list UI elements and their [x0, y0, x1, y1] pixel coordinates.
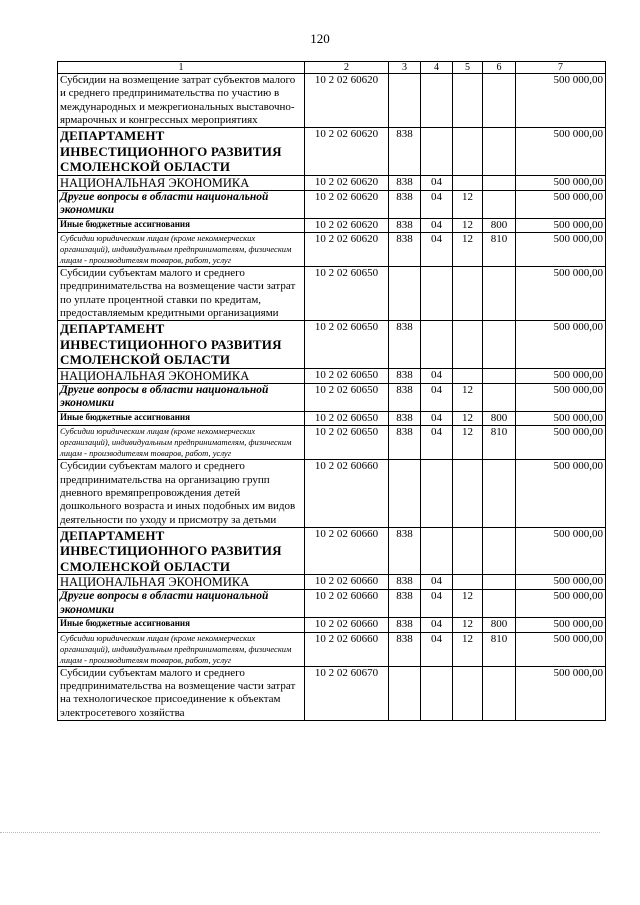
section-code [421, 321, 453, 369]
expense-type-code [483, 575, 516, 590]
section-code: 04 [421, 368, 453, 383]
column-number: 1 [58, 62, 305, 74]
expense-type-code [483, 590, 516, 618]
table-row [58, 267, 606, 321]
table-row [58, 190, 606, 218]
table-row [58, 426, 606, 460]
section-code [421, 128, 453, 176]
table-row [58, 233, 606, 267]
section-code: 04 [421, 190, 453, 218]
row-name: Другие вопросы в области национальной экономики [58, 190, 305, 218]
row-name: НАЦИОНАЛЬНАЯ ЭКОНОМИКА [58, 368, 305, 383]
amount: 500 000,00 [516, 666, 606, 720]
row-name: ДЕПАРТАМЕНТ ИНВЕСТИЦИОННОГО РАЗВИТИЯ СМОЛЕНСКОЙ ОБЛАСТИ [58, 128, 305, 176]
subsection-code [453, 368, 483, 383]
expense-type-code [483, 321, 516, 369]
department-code: 838 [389, 190, 421, 218]
row-name: Иные бюджетные ассигнования [58, 411, 305, 426]
section-code: 04 [421, 411, 453, 426]
table-row [58, 632, 606, 666]
amount: 500 000,00 [516, 426, 606, 460]
department-code [389, 267, 421, 321]
expense-type-code [483, 128, 516, 176]
row-name: Другие вопросы в области национальной экономики [58, 383, 305, 411]
subsection-code: 12 [453, 383, 483, 411]
department-code: 838 [389, 590, 421, 618]
amount: 500 000,00 [516, 218, 606, 233]
table-row [58, 368, 606, 383]
row-name: Субсидии на возмещение затрат субъектов малого и среднего предпринимательства по участию в международных и межрегиональных выставочно-ярмарочных и конгрессных мероприятиях [58, 74, 305, 128]
amount: 500 000,00 [516, 74, 606, 128]
department-code: 838 [389, 618, 421, 633]
target-article-code: 10 2 02 60650 [305, 383, 389, 411]
department-code: 838 [389, 632, 421, 666]
department-code: 838 [389, 383, 421, 411]
target-article-code: 10 2 02 60660 [305, 618, 389, 633]
table-row [58, 618, 606, 633]
target-article-code: 10 2 02 60620 [305, 175, 389, 190]
table-row [58, 175, 606, 190]
subsection-code [453, 460, 483, 527]
department-code: 838 [389, 233, 421, 267]
table-row [58, 411, 606, 426]
amount: 500 000,00 [516, 175, 606, 190]
subsection-code [453, 575, 483, 590]
target-article-code: 10 2 02 60620 [305, 218, 389, 233]
department-code: 838 [389, 368, 421, 383]
amount: 500 000,00 [516, 590, 606, 618]
department-code: 838 [389, 527, 421, 575]
section-code: 04 [421, 383, 453, 411]
target-article-code: 10 2 02 60650 [305, 426, 389, 460]
department-code: 838 [389, 128, 421, 176]
table-row [58, 128, 606, 176]
row-name: Иные бюджетные ассигнования [58, 618, 305, 633]
row-name: Субсидии субъектам малого и среднего предпринимательства на возмещение части затрат на технологическое присоединение к объектам электросетевого хозяйства [58, 666, 305, 720]
target-article-code: 10 2 02 60620 [305, 233, 389, 267]
row-name: Субсидии юридическим лицам (кроме некоммерческих организаций), индивидуальным предпринимателям, физическим лицам - производителям товаров, работ, услуг [58, 632, 305, 666]
section-code [421, 267, 453, 321]
amount: 500 000,00 [516, 233, 606, 267]
department-code: 838 [389, 411, 421, 426]
subsection-code: 12 [453, 618, 483, 633]
subsection-code: 12 [453, 426, 483, 460]
budget-table [57, 61, 606, 721]
expense-type-code [483, 368, 516, 383]
section-code: 04 [421, 590, 453, 618]
expense-type-code: 800 [483, 411, 516, 426]
amount: 500 000,00 [516, 632, 606, 666]
expense-type-code: 810 [483, 233, 516, 267]
section-code: 04 [421, 632, 453, 666]
table-row [58, 383, 606, 411]
target-article-code: 10 2 02 60660 [305, 575, 389, 590]
amount: 500 000,00 [516, 368, 606, 383]
target-article-code: 10 2 02 60620 [305, 74, 389, 128]
department-code: 838 [389, 426, 421, 460]
section-code: 04 [421, 618, 453, 633]
row-name: Иные бюджетные ассигнования [58, 218, 305, 233]
target-article-code: 10 2 02 60670 [305, 666, 389, 720]
section-code [421, 74, 453, 128]
row-name: НАЦИОНАЛЬНАЯ ЭКОНОМИКА [58, 175, 305, 190]
expense-type-code [483, 175, 516, 190]
section-code: 04 [421, 426, 453, 460]
department-code: 838 [389, 575, 421, 590]
amount: 500 000,00 [516, 383, 606, 411]
target-article-code: 10 2 02 60650 [305, 411, 389, 426]
target-article-code: 10 2 02 60650 [305, 267, 389, 321]
table-row [58, 666, 606, 720]
amount: 500 000,00 [516, 618, 606, 633]
table-row [58, 575, 606, 590]
amount: 500 000,00 [516, 527, 606, 575]
expense-type-code: 810 [483, 426, 516, 460]
row-name: Субсидии юридическим лицам (кроме некоммерческих организаций), индивидуальным предпринимателям, физическим лицам - производителям товаров, работ, услуг [58, 426, 305, 460]
department-code [389, 74, 421, 128]
section-code: 04 [421, 233, 453, 267]
amount: 500 000,00 [516, 321, 606, 369]
row-name: НАЦИОНАЛЬНАЯ ЭКОНОМИКА [58, 575, 305, 590]
department-code: 838 [389, 175, 421, 190]
row-name: Субсидии юридическим лицам (кроме некоммерческих организаций), индивидуальным предпринимателям, физическим лицам - производителям товаров, работ, услуг [58, 233, 305, 267]
target-article-code: 10 2 02 60650 [305, 368, 389, 383]
target-article-code: 10 2 02 60660 [305, 590, 389, 618]
expense-type-code: 800 [483, 218, 516, 233]
section-code [421, 460, 453, 527]
expense-type-code [483, 527, 516, 575]
amount: 500 000,00 [516, 575, 606, 590]
amount: 500 000,00 [516, 128, 606, 176]
expense-type-code [483, 666, 516, 720]
scan-artifact-line [0, 832, 600, 833]
row-name: Субсидии субъектам малого и среднего предпринимательства на возмещение части затрат по уплате процентной ставки по кредитам, предоставляемым кредитными организациями [58, 267, 305, 321]
column-number-row [58, 62, 606, 74]
department-code [389, 666, 421, 720]
target-article-code: 10 2 02 60650 [305, 321, 389, 369]
target-article-code: 10 2 02 60660 [305, 527, 389, 575]
column-number: 4 [421, 62, 453, 74]
column-number: 3 [389, 62, 421, 74]
amount: 500 000,00 [516, 460, 606, 527]
amount: 500 000,00 [516, 190, 606, 218]
row-name: Субсидии субъектам малого и среднего предпринимательства на организацию групп дневного времяпрепровождения детей дошкольного возраста и иных подобных им видов деятельности по уходу и присмотру за детьми [58, 460, 305, 527]
table-row [58, 74, 606, 128]
subsection-code: 12 [453, 218, 483, 233]
section-code [421, 527, 453, 575]
column-number: 6 [483, 62, 516, 74]
amount: 500 000,00 [516, 267, 606, 321]
expense-type-code [483, 74, 516, 128]
expense-type-code: 810 [483, 632, 516, 666]
subsection-code [453, 321, 483, 369]
expense-type-code [483, 383, 516, 411]
subsection-code: 12 [453, 190, 483, 218]
subsection-code: 12 [453, 233, 483, 267]
section-code: 04 [421, 175, 453, 190]
target-article-code: 10 2 02 60620 [305, 190, 389, 218]
section-code: 04 [421, 575, 453, 590]
expense-type-code: 800 [483, 618, 516, 633]
expense-type-code [483, 190, 516, 218]
expense-type-code [483, 460, 516, 527]
subsection-code: 12 [453, 411, 483, 426]
table-row [58, 527, 606, 575]
column-number: 7 [516, 62, 606, 74]
table-row [58, 321, 606, 369]
table-row [58, 460, 606, 527]
department-code [389, 460, 421, 527]
subsection-code [453, 666, 483, 720]
row-name: ДЕПАРТАМЕНТ ИНВЕСТИЦИОННОГО РАЗВИТИЯ СМОЛЕНСКОЙ ОБЛАСТИ [58, 527, 305, 575]
amount: 500 000,00 [516, 411, 606, 426]
target-article-code: 10 2 02 60660 [305, 460, 389, 527]
subsection-code: 12 [453, 632, 483, 666]
target-article-code: 10 2 02 60620 [305, 128, 389, 176]
department-code: 838 [389, 321, 421, 369]
expense-type-code [483, 267, 516, 321]
column-number: 2 [305, 62, 389, 74]
target-article-code: 10 2 02 60660 [305, 632, 389, 666]
subsection-code [453, 527, 483, 575]
table-row [58, 218, 606, 233]
subsection-code [453, 175, 483, 190]
column-number: 5 [453, 62, 483, 74]
section-code [421, 666, 453, 720]
section-code: 04 [421, 218, 453, 233]
row-name: ДЕПАРТАМЕНТ ИНВЕСТИЦИОННОГО РАЗВИТИЯ СМОЛЕНСКОЙ ОБЛАСТИ [58, 321, 305, 369]
subsection-code: 12 [453, 590, 483, 618]
row-name: Другие вопросы в области национальной экономики [58, 590, 305, 618]
subsection-code [453, 128, 483, 176]
department-code: 838 [389, 218, 421, 233]
page-number: 120 [310, 31, 330, 46]
subsection-code [453, 74, 483, 128]
table-row [58, 590, 606, 618]
subsection-code [453, 267, 483, 321]
